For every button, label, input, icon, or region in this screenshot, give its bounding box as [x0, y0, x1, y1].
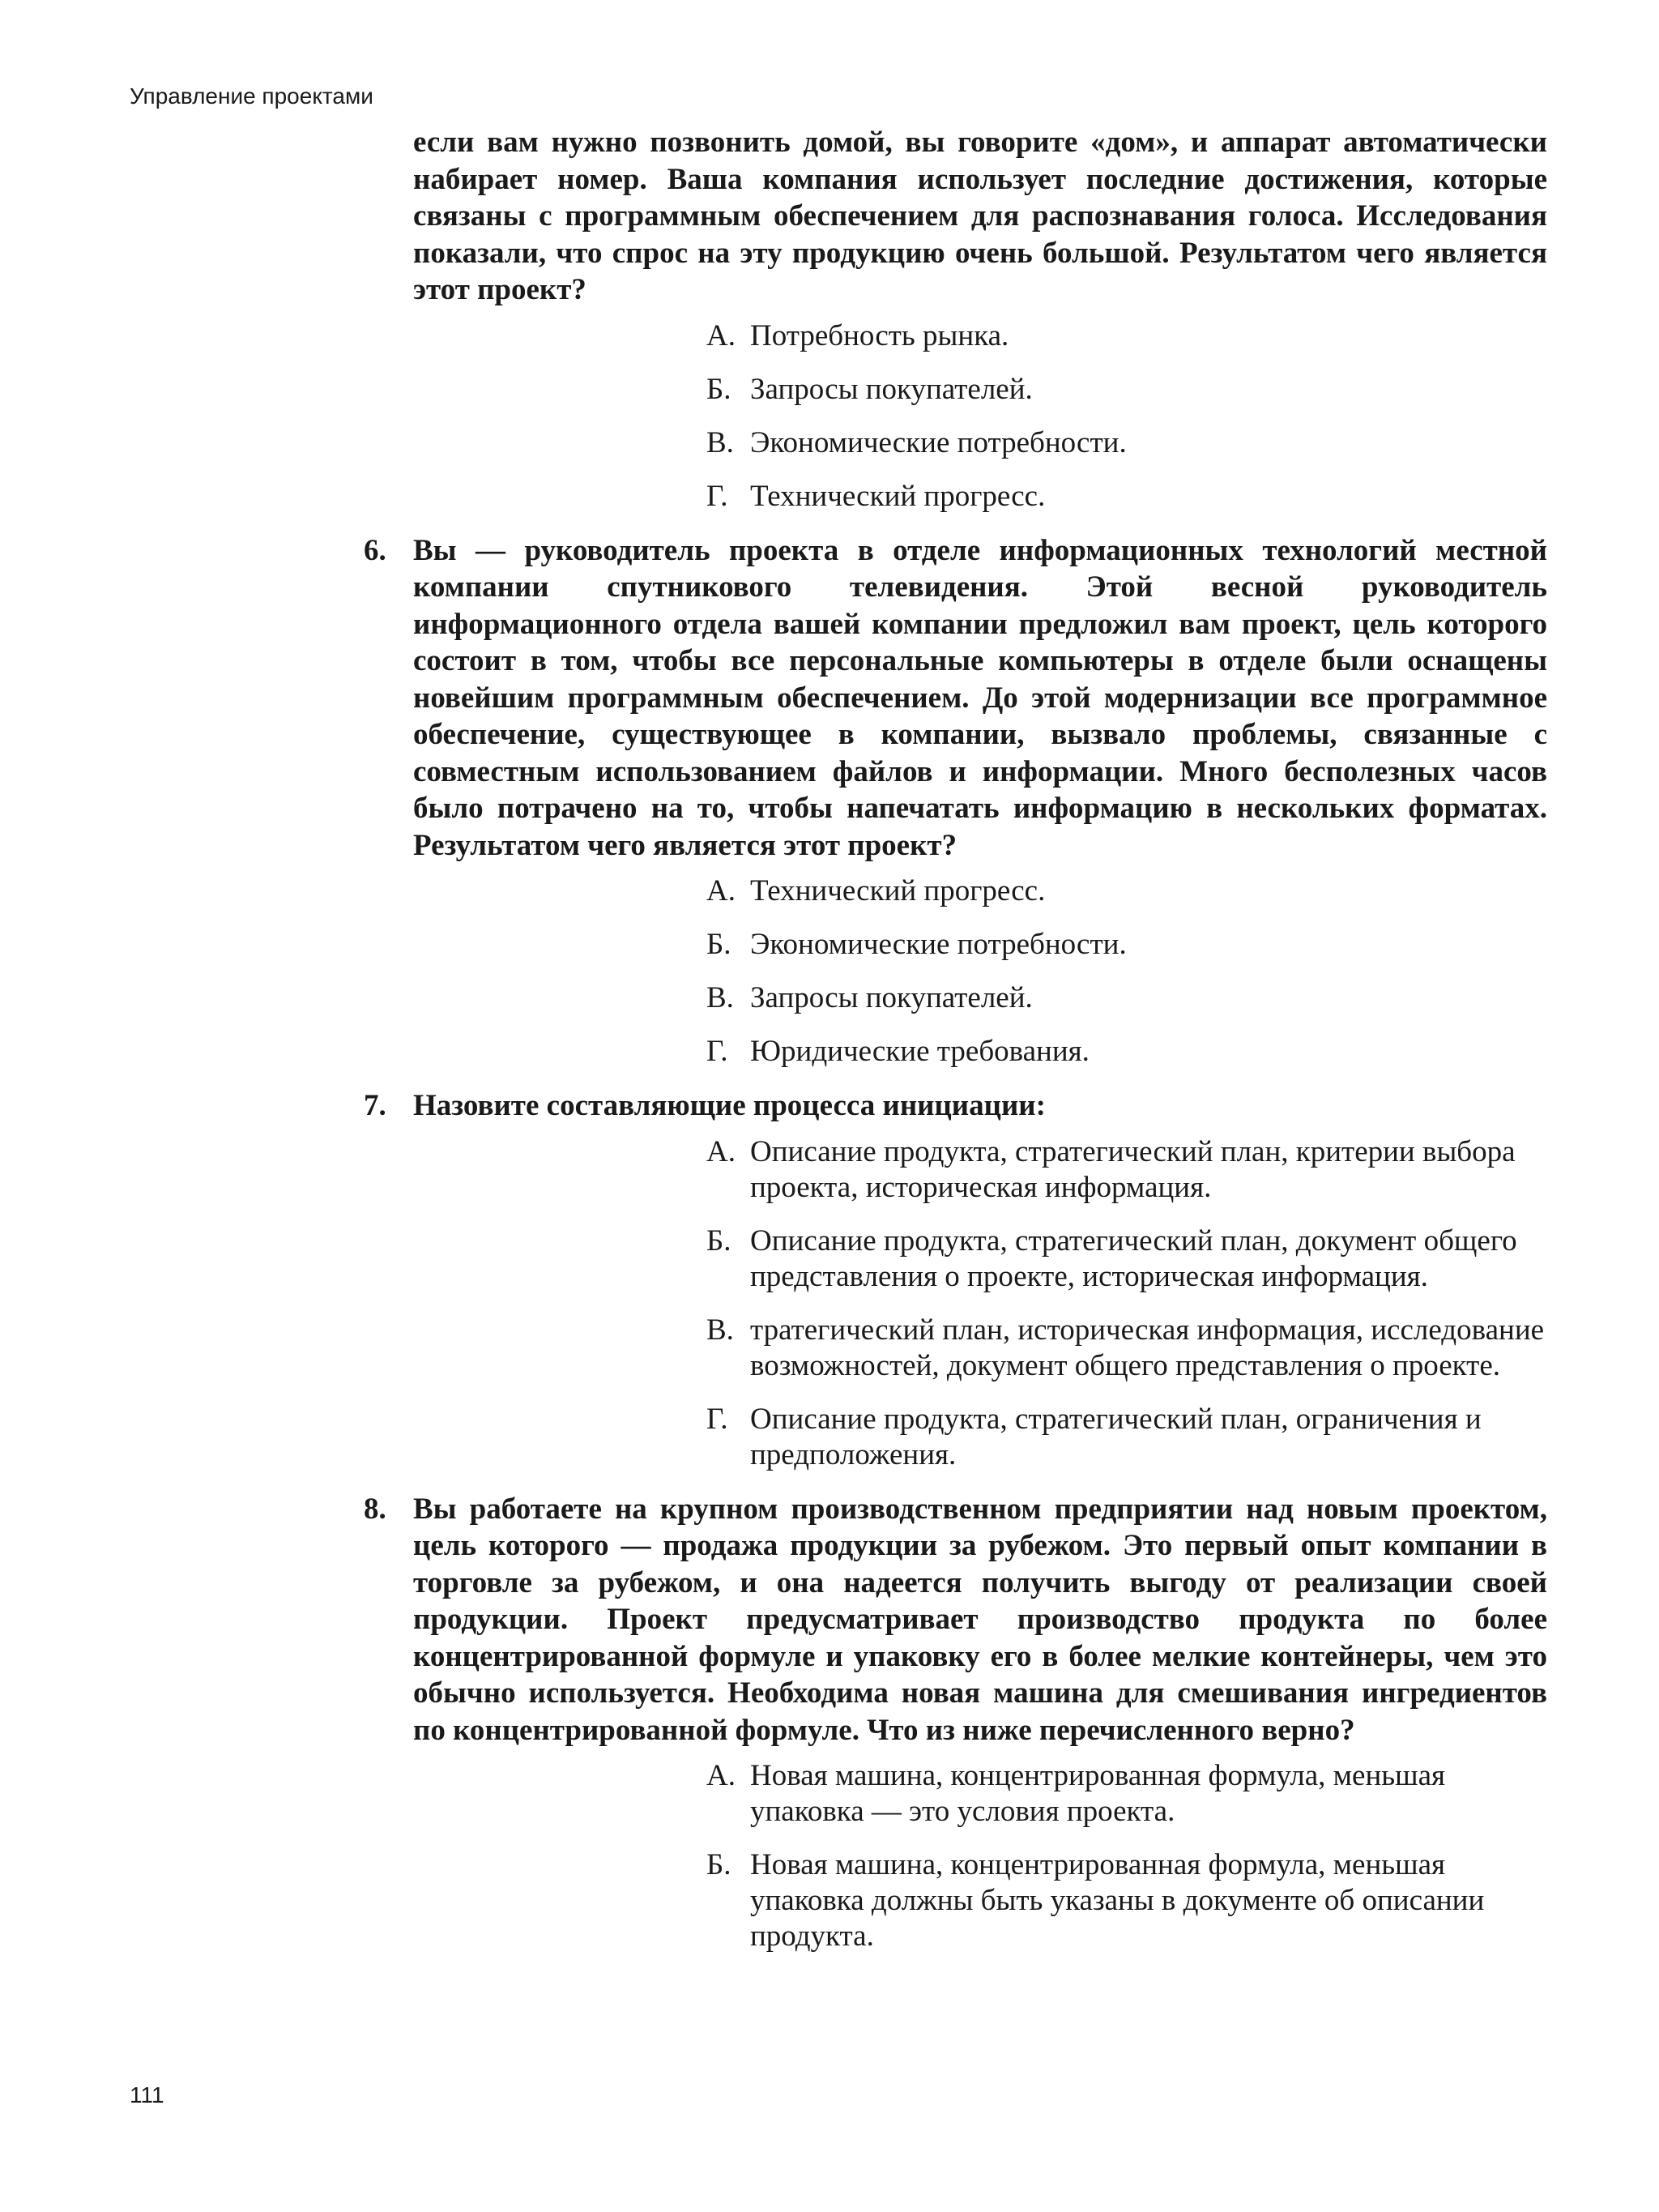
option-letter: Б. [706, 1223, 731, 1258]
answer-option [706, 1134, 1547, 1206]
page-body [364, 124, 1547, 1972]
option-text: Описание продукта, стратегический план, критерии выбора проекта, историческая информация. [750, 1134, 1516, 1204]
question-6 [364, 532, 1547, 1070]
question-number: 6. [364, 533, 386, 567]
option-letter: Г. [706, 1035, 728, 1068]
option-text: Технический прогресс. [750, 874, 1046, 907]
answer-option [706, 1223, 1547, 1295]
option-text: тратегический план, историческая информация, исследование возможностей, документ общего представления о проекте. [750, 1313, 1545, 1382]
question-number: 8. [364, 1492, 386, 1526]
option-text: Запросы покупателей. [750, 372, 1033, 406]
option-text: Экономические потребности. [750, 425, 1127, 459]
running-head: Управление проектами [130, 83, 373, 109]
page-number: 111 [130, 2082, 164, 2107]
option-letter: Г. [706, 479, 728, 513]
answer-options [413, 1758, 1547, 1954]
option-letter: Б. [706, 372, 731, 406]
answer-option [706, 1847, 1547, 1954]
answer-option [706, 1313, 1547, 1384]
answer-option [706, 372, 1547, 408]
answer-option [706, 425, 1547, 461]
answer-option [706, 1034, 1547, 1070]
option-text: Описание продукта, стратегический план, ограничения и предположения. [750, 1402, 1482, 1471]
answer-options [413, 1134, 1547, 1473]
question-text: если вам нужно позвонить домой, вы говорите «дом», и аппарат автоматически набирает номер. Ваша компания использует последние достижения, которые связаны с программным обеспечением для распознавания голоса. Исследования показали, что спрос на эту продукцию очень большой. Результатом чего является этот проект? [413, 126, 1547, 306]
option-letter: А. [706, 318, 736, 352]
answer-option [706, 927, 1547, 963]
option-letter: В. [706, 1313, 734, 1347]
option-letter: А. [706, 1759, 736, 1792]
option-text: Запросы покупателей. [750, 981, 1033, 1014]
answer-option [706, 479, 1547, 515]
option-letter: Б. [706, 928, 731, 961]
option-text: Новая машина, концентрированная формула, меньшая упаковка — это условия проекта. [750, 1759, 1446, 1828]
option-letter: А. [706, 874, 736, 907]
answer-option [706, 318, 1547, 354]
option-text: Описание продукта, стратегический план, документ общего представления о проекте, историческая информация. [750, 1223, 1517, 1293]
answer-option [706, 1402, 1547, 1473]
answer-options [413, 318, 1547, 515]
option-letter: Б. [706, 1848, 731, 1881]
question-7 [364, 1087, 1547, 1473]
option-text: Экономические потребности. [750, 928, 1127, 961]
answer-options [413, 873, 1547, 1070]
option-letter: Г. [706, 1402, 728, 1436]
option-letter: В. [706, 425, 734, 459]
answer-option [706, 873, 1547, 909]
question-text: Вы — руководитель проекта в отделе информационных технологий местной компании спутникового телевидения. Этой весной руководитель информационного отдела вашей компании предложил вам проект, цель которого состоит в том, чтобы все персональные компьютеры в отделе были оснащены новейшим программным обеспечением. До этой модернизации все программное обеспечение, существующее в компании, вызвало проблемы, связанные с совместным использованием файлов и информации. Много бесполезных часов было потрачено на то, чтобы напечатать информацию в нескольких форматах. Результатом чего является этот проект? [413, 533, 1547, 862]
answer-option [706, 1758, 1547, 1830]
question-text: Вы работаете на крупном производственном предприятии над новым проектом, цель которого — продажа продукции за рубежом. Это первый опыт компании в торговле за рубежом, и она надеется получить выгоду от реализации своей продукции. Проект предусматривает производство продукта по более концентрированной формуле и упаковку его в более мелкие контейнеры, чем это обычно используется. Необходима новая машина для смешивания ингредиентов по концентрированной формуле. Что из ниже перечисленного верно? [413, 1492, 1547, 1747]
option-text: Юридические требования. [750, 1035, 1090, 1068]
question-8 [364, 1491, 1547, 1955]
option-text: Новая машина, концентрированная формула, меньшая упаковка должны быть указаны в документе об описании продукта. [750, 1848, 1485, 1953]
option-text: Потребность рынка. [750, 318, 1009, 352]
question-number: 7. [364, 1089, 386, 1122]
question-5-continuation [413, 124, 1547, 515]
answer-option [706, 980, 1547, 1016]
option-letter: В. [706, 981, 734, 1014]
option-letter: А. [706, 1134, 736, 1168]
option-text: Технический прогресс. [750, 479, 1046, 513]
question-text: Назовите составляющие процесса инициации: [413, 1089, 1046, 1122]
